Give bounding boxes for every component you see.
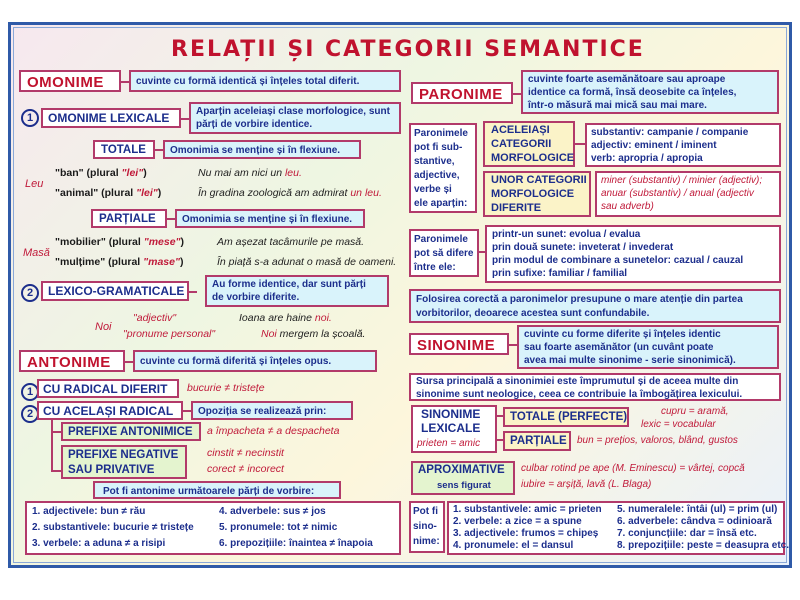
paronime-ex2-2: anuar (substantiv) / anual (adjectiv (601, 188, 754, 199)
sinonime-definition-box (517, 325, 779, 369)
radical-diferit-box (37, 379, 179, 398)
prefixe-negative-box (61, 445, 187, 479)
paronime-ex1-2: adjectiv: eminent / iminent (591, 140, 717, 151)
paronime-difera-1: Paronimele (414, 234, 468, 245)
difera-item-3: prin modul de combinare a sunetelor: cazual / cauzal (492, 255, 744, 266)
sinonime-source-2: sinonime sunt neologice, ceea ce contribuie la îmbogățirea lexicului. (416, 389, 743, 400)
antonime-parte-1: 1. adjectivele: bun ≠ rău (32, 506, 146, 517)
sinonime-lexicale-2: LEXICALE (421, 421, 481, 435)
lexico-gramaticale-def-2: de vorbire diferite. (212, 292, 300, 303)
opozitia-text: Opoziția se realizează prin: (198, 406, 327, 417)
masa-example-1: Am așezat tacâmurile pe masă. (217, 236, 365, 248)
leu-label: Leu (25, 178, 44, 190)
sinonime-parte-8: 8. prepozițiile: peste = deasupra etc. (617, 540, 790, 551)
prefixe-antonimice-example: a împacheta ≠ a despacheta (207, 425, 340, 437)
sinonime-header: SINONIME (417, 337, 496, 354)
prefixe-antonimice-box (61, 422, 201, 441)
prefixe-negative-2: SAU PRIVATIVE (68, 464, 155, 476)
paronime-header: PARONIME (419, 86, 503, 103)
paronime-header-box (411, 82, 513, 104)
paronime-difera-3: între ele: (414, 262, 456, 273)
paronime-left-6: ele aparțin: (414, 198, 468, 209)
difera-item-4: prin sufixe: familiar / familial (492, 268, 628, 279)
paronime-left-3: stantive, (414, 156, 455, 167)
cat1-line-2: CATEGORII (491, 138, 552, 150)
masa-meaning-2: "mulțime" (plural "mase") (55, 256, 184, 268)
paronime-definition-box (521, 70, 779, 114)
sinonime-totale-box (503, 407, 629, 427)
sinonime-parti-label-2: sino- (413, 521, 437, 532)
noi-example-1: Ioana are haine noi. (239, 312, 332, 324)
cat2-line-2: MORFOLOGICE (491, 188, 575, 200)
noi-meaning-1: "adjectiv" (133, 312, 177, 324)
sinonime-source-1: Sursa principală a sinonimiei este împrumutul și de aceea multe din (416, 376, 739, 387)
masa-meaning-1: "mobilier" (plural "mese") (55, 236, 185, 248)
aceleiasi-examples-box (585, 123, 781, 167)
masa-label: Masă (23, 247, 50, 259)
noi-label: Noi (95, 321, 112, 333)
paronime-def-3: într-o măsură mai mică sau mai mare. (528, 100, 707, 111)
lexico-gramaticale-box (41, 281, 189, 301)
acelasi-radical-number: 2 (21, 404, 41, 423)
sinonime-parte-4: 4. pronumele: el = dansul (453, 540, 574, 551)
sinonime-parte-1: 1. substantivele: amic = prieten (453, 504, 602, 515)
paronime-def-1: cuvinte foarte asemănătoare sau aproape (528, 74, 726, 85)
antonime-definition: cuvinte cu formă diferită și înțeles opus. (140, 356, 332, 367)
paronime-def-2: identice ca formă, însă deosebite ca înțeles, (528, 87, 737, 98)
sinonime-def-3: avea mai multe sinonime - serie sinonimică). (524, 355, 736, 366)
paronime-left-4: adjective, (414, 170, 460, 181)
totale-box (93, 140, 155, 159)
lexico-gramaticale-number: 2 (21, 283, 41, 302)
acelasi-radical-header: CU ACELAȘI RADICAL (43, 404, 174, 418)
sinonime-parte-3: 3. adjectivele: frumos = chipeș (453, 528, 599, 539)
sinonime-parte-6: 6. adverbele: cândva = odinioară (617, 516, 772, 527)
partiale-header: PARȚIALE (99, 213, 156, 225)
partiale-def-box (175, 209, 365, 228)
lexico-gramaticale-def-1: Au forme identice, dar sunt părți (212, 279, 366, 290)
omonime-lexicale-header: OMONIME LEXICALE (48, 111, 170, 125)
aproximative-subtitle: sens figurat (437, 480, 491, 491)
sinonime-source-box (409, 373, 781, 401)
paronime-ex1-3: verb: apropria / apropia (591, 153, 703, 164)
sinonime-lexicale-1: SINONIME (421, 407, 481, 421)
omonime-lexicale-number: 1 (21, 108, 41, 127)
sinonime-totale-example-1: cupru = aramă, (661, 406, 729, 417)
omonime-header: OMONIME (27, 74, 104, 91)
leu-meaning-2: "animal" (plural "lei") (55, 187, 162, 199)
antonime-parte-5: 5. pronumele: tot ≠ nimic (219, 522, 338, 533)
masa-example-2: În piață s-a adunat o masă de oameni. (217, 256, 397, 268)
cat1-line-3: MORFOLOGICE (491, 152, 575, 164)
cat2-line-1: UNOR CATEGORII (491, 174, 587, 186)
sinonime-parti-label-box (409, 501, 445, 553)
unor-examples-box (595, 171, 781, 217)
paronime-left-2: pot fi sub- (414, 142, 463, 153)
sinonime-header-box (409, 333, 509, 355)
leu-example-1: Nu mai am nici un leu. (198, 167, 302, 179)
antonime-definition-box (133, 350, 377, 372)
leu-meaning-1: "ban" (plural "lei") (55, 167, 147, 179)
paronime-difera-list-box (485, 225, 781, 283)
sinonime-partiale-header: PARȚIALE (510, 435, 567, 447)
paronime-left-1: Paronimele (414, 128, 468, 139)
omonime-header-box (19, 70, 121, 92)
aproximative-box (411, 461, 515, 495)
sinonime-parti-box (447, 501, 790, 555)
omonime-lexicale-def-1: Aparțin aceleiași clase morfologice, sunt (196, 106, 390, 117)
partiale-definition: Omonimia se menține și în flexiune. (182, 214, 353, 225)
sinonime-parti-label-3: nime: (413, 536, 440, 547)
antonime-parte-6: 6. prepozițiile: înaintea ≠ înapoia (219, 538, 373, 549)
poster (8, 22, 792, 568)
aproximative-header: APROXIMATIVE (418, 464, 505, 476)
lexico-gramaticale-header: LEXICO-GRAMATICALE (48, 284, 185, 298)
prefixe-antonimice-header: PREFIXE ANTONIMICE (68, 426, 193, 438)
paronime-difera-2: pot să difere (414, 248, 474, 259)
antonime-parti-header-box (93, 481, 341, 499)
sinonime-def-2: sau foarte asemănător (un cuvânt poate (524, 342, 714, 353)
sinonime-parte-5: 5. numeralele: întâi (ul) = prim (ul) (617, 504, 778, 515)
omonime-lexicale-def-box (189, 102, 401, 134)
sinonime-def-1: cuvinte cu forme diferite și înțeles identic (524, 329, 721, 340)
difera-item-1: printr-un sunet: evolua / evalua (492, 229, 641, 240)
totale-definition: Omonimia se menține și în flexiune. (170, 145, 341, 156)
sinonime-parti-label-1: Pot fi (413, 506, 438, 517)
antonime-header-box (19, 350, 125, 372)
radical-diferit-header: CU RADICAL DIFERIT (43, 382, 168, 396)
omonime-lexicale-box (41, 108, 181, 128)
omonime-definition-box (129, 70, 401, 92)
sinonime-totale-example-2: lexic = vocabular (641, 419, 716, 430)
leu-example-2: În gradina zoologică am admirat un leu. (198, 187, 382, 199)
aproximative-example-1: culbar rotind pe ape (M. Eminescu) = vârtej, copcă (521, 463, 745, 474)
antonime-parti-header: Pot fi antonime următoarele părți de vorbire: (103, 486, 315, 497)
totale-header: TOTALE (101, 144, 146, 156)
totale-def-box (163, 140, 361, 159)
paronime-note-2: vorbitorilor, deoarece acestea sunt confundabile. (416, 308, 650, 319)
paronime-ex1-1: substantiv: campanie / companie (591, 127, 749, 138)
noi-meaning-2: "pronume personal" (123, 328, 216, 340)
paronime-left-box (409, 123, 477, 213)
antonime-header: ANTONIME (27, 354, 111, 371)
antonime-parte-4: 4. adverbele: sus ≠ jos (219, 506, 326, 517)
paronime-ex2-1: miner (substantiv) / minier (adjectiv); (601, 175, 763, 186)
cat1-line-1: ACELEIAȘI (491, 124, 550, 136)
prefixe-negative-example-2: corect ≠ incorect (207, 463, 284, 475)
paronime-ex2-3: sau adverb) (601, 201, 654, 212)
difera-item-2: prin două sunete: inveterat / invederat (492, 242, 674, 253)
omonime-lexicale-def-2: părți de vorbire identice. (196, 119, 313, 130)
acelasi-radical-box (37, 401, 183, 420)
opozitia-box (191, 401, 353, 420)
prefixe-negative-example-1: cinstit ≠ necinstit (207, 447, 284, 459)
paronime-left-5: verbe și (414, 184, 452, 195)
cat2-line-3: DIFERITE (491, 202, 542, 214)
omonime-definition: cuvinte cu formă identică și înțeles total diferit. (136, 76, 360, 87)
sinonime-parte-7: 7. conjuncțiile: dar = însă etc. (617, 528, 757, 539)
aceleiasi-categorii-box (483, 121, 575, 167)
prefixe-negative-1: PREFIXE NEGATIVE (68, 449, 179, 461)
sinonime-lexicale-box (411, 405, 497, 453)
partiale-box (91, 209, 167, 228)
noi-example-2: Noi mergem la școală. (261, 328, 366, 340)
sinonime-partiale-box (503, 431, 571, 451)
lexico-gramaticale-def-box (205, 275, 389, 307)
antonime-parti-box (25, 501, 401, 555)
antonime-parte-2: 2. substantivele: bucurie ≠ tristețe (32, 522, 194, 533)
radical-diferit-number: 1 (21, 382, 41, 401)
page-title: RELAȚII ȘI CATEGORII SEMANTICE (171, 37, 645, 62)
sinonime-lexicale-example: prieten = amic (417, 438, 481, 449)
aproximative-example-2: iubire = arșiță, lavă (L. Blaga) (521, 479, 652, 490)
sinonime-partiale-example: bun = prețios, valoros, blând, gustos (577, 435, 738, 446)
antonime-parte-3: 3. verbele: a aduna ≠ a risipi (32, 538, 166, 549)
paronime-note-box (409, 289, 781, 323)
radical-diferit-example: bucurie ≠ tristețe (187, 382, 265, 394)
paronime-difera-box (409, 229, 479, 277)
sinonime-totale-header: TOTALE (PERFECTE) (510, 411, 628, 423)
sinonime-parte-2: 2. verbele: a zice = a spune (453, 516, 582, 527)
paronime-note-1: Folosirea corectă a paronimelor presupune o mare atenție din partea (416, 294, 743, 305)
unor-categorii-box (483, 171, 591, 217)
